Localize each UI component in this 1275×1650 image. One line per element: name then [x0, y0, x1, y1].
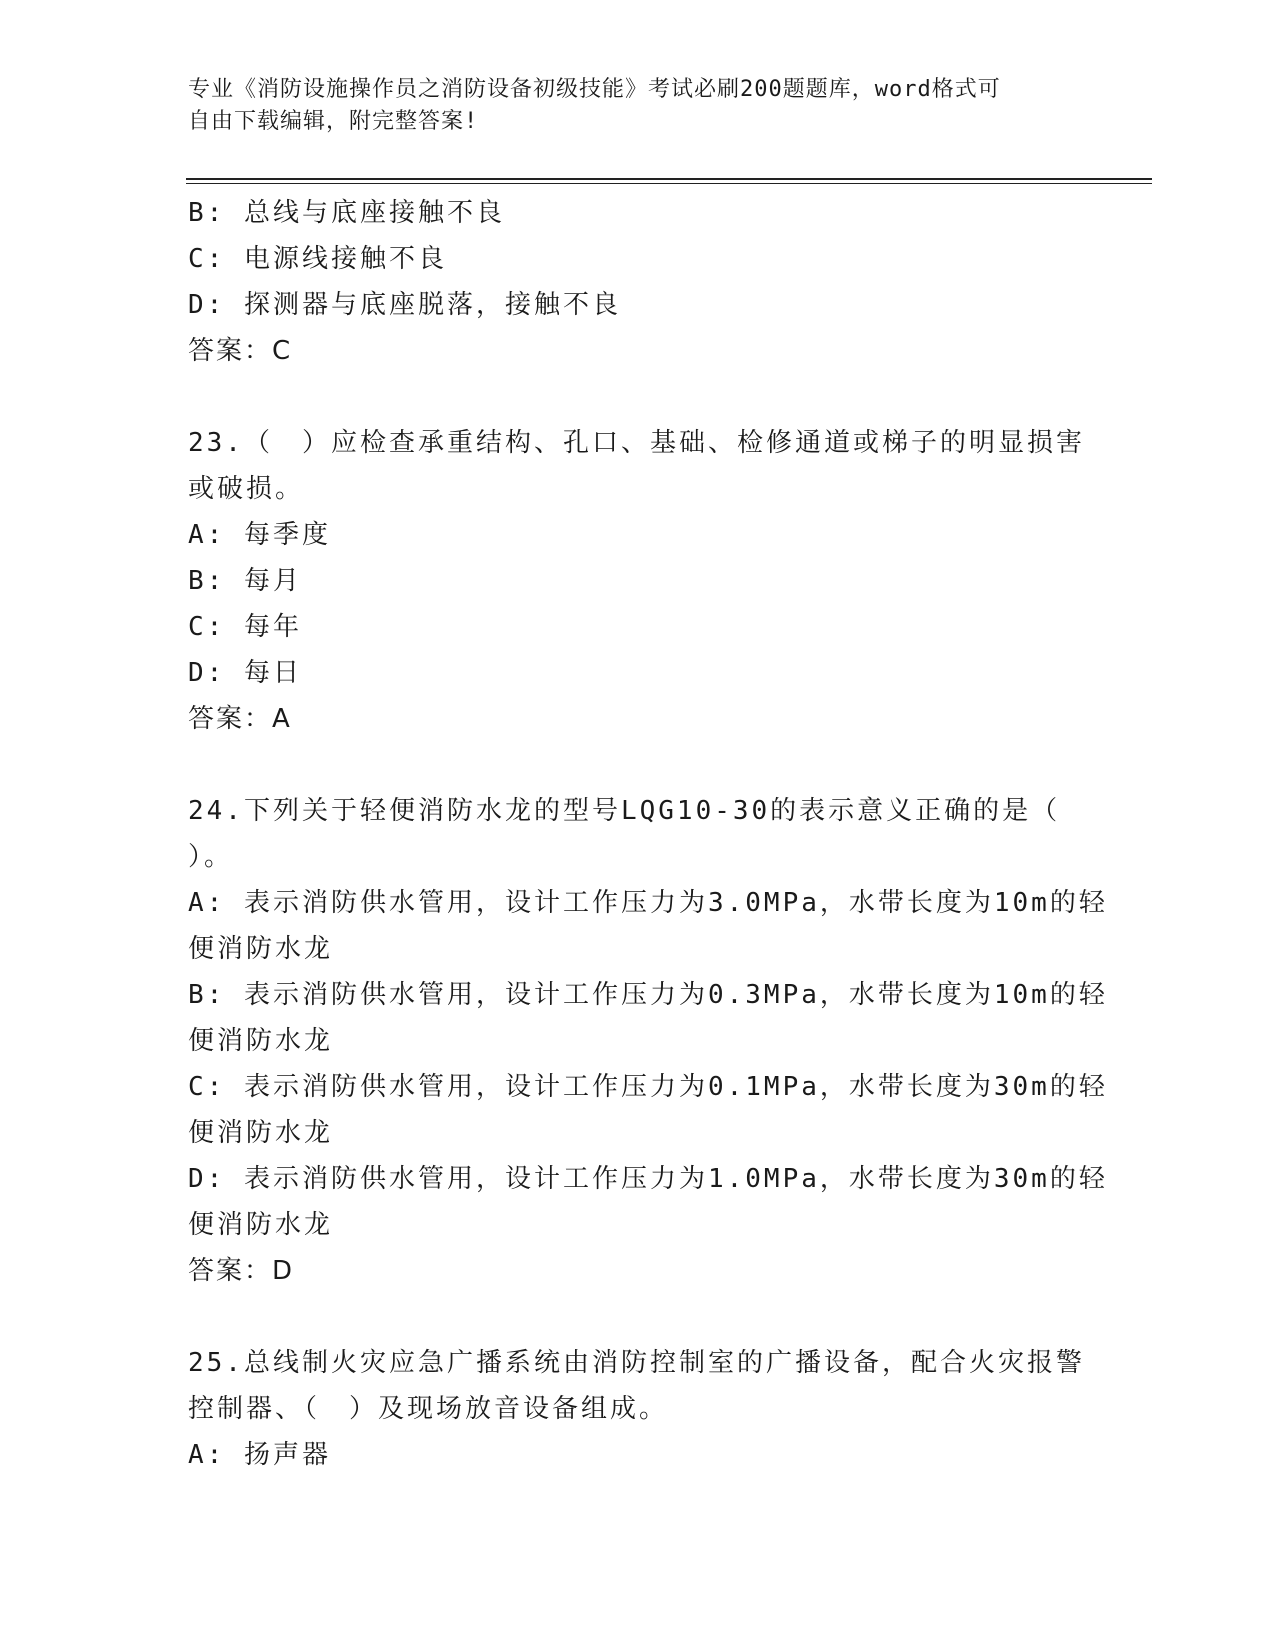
answer: 答案：C [188, 336, 293, 366]
question-stem-line-1: 25.总线制火灾应急广播系统由消防控制室的广播设备，配合火灾报警 [188, 1348, 1085, 1378]
option-c: C: 每年 [188, 612, 302, 642]
question-stem-line-1: 23.（ ）应检查承重结构、孔口、基础、检修通道或梯子的明显损害 [188, 428, 1085, 458]
option-d-line-2: 便消防水龙 [188, 1210, 334, 1240]
question-23 [188, 420, 1088, 742]
header-divider-thin [186, 183, 1152, 184]
question-content [188, 190, 1108, 1478]
question-stem-line-2: ）。 [188, 842, 234, 872]
spacer [188, 1294, 1088, 1340]
answer: 答案：A [188, 704, 292, 734]
option-b: B: 总线与底座接触不良 [188, 198, 505, 228]
option-d-line-1: D: 表示消防供水管用，设计工作压力为1.0MPa，水带长度为30m的轻 [188, 1164, 1108, 1194]
spacer [188, 374, 1088, 420]
question-24 [188, 788, 1108, 1294]
question-stem-line-2: 或破损。 [188, 474, 305, 504]
option-d: D: 探测器与底座脱落，接触不良 [188, 290, 621, 320]
option-b: B: 每月 [188, 566, 302, 596]
page-header [188, 74, 1068, 138]
option-a: A: 扬声器 [188, 1440, 331, 1470]
option-a-line-1: A: 表示消防供水管用，设计工作压力为3.0MPa，水带长度为10m的轻 [188, 888, 1108, 918]
question-25 [188, 1340, 1088, 1478]
header-line-1: 专业《消防设施操作员之消防设备初级技能》考试必刷200题题库，word格式可 [188, 77, 1001, 102]
answer: 答案：D [188, 1256, 295, 1286]
question-stem-line-2: 控制器、（ ）及现场放音设备组成。 [188, 1394, 669, 1424]
option-a: A: 每季度 [188, 520, 331, 550]
option-b-line-1: B: 表示消防供水管用，设计工作压力为0.3MPa，水带长度为10m的轻 [188, 980, 1108, 1010]
spacer [188, 742, 1088, 788]
option-b-line-2: 便消防水龙 [188, 1026, 334, 1056]
option-a-line-2: 便消防水龙 [188, 934, 334, 964]
question-22 [188, 190, 1088, 374]
option-c-line-1: C: 表示消防供水管用，设计工作压力为0.1MPa，水带长度为30m的轻 [188, 1072, 1108, 1102]
header-line-2: 自由下载编辑，附完整答案! [188, 109, 479, 134]
option-c-line-2: 便消防水龙 [188, 1118, 334, 1148]
option-c: C: 电源线接触不良 [188, 244, 447, 274]
header-divider-thick [186, 178, 1152, 180]
question-stem-line-1: 24.下列关于轻便消防水龙的型号LQG10-30的表示意义正确的是（ [188, 796, 1061, 826]
option-d: D: 每日 [188, 658, 302, 688]
